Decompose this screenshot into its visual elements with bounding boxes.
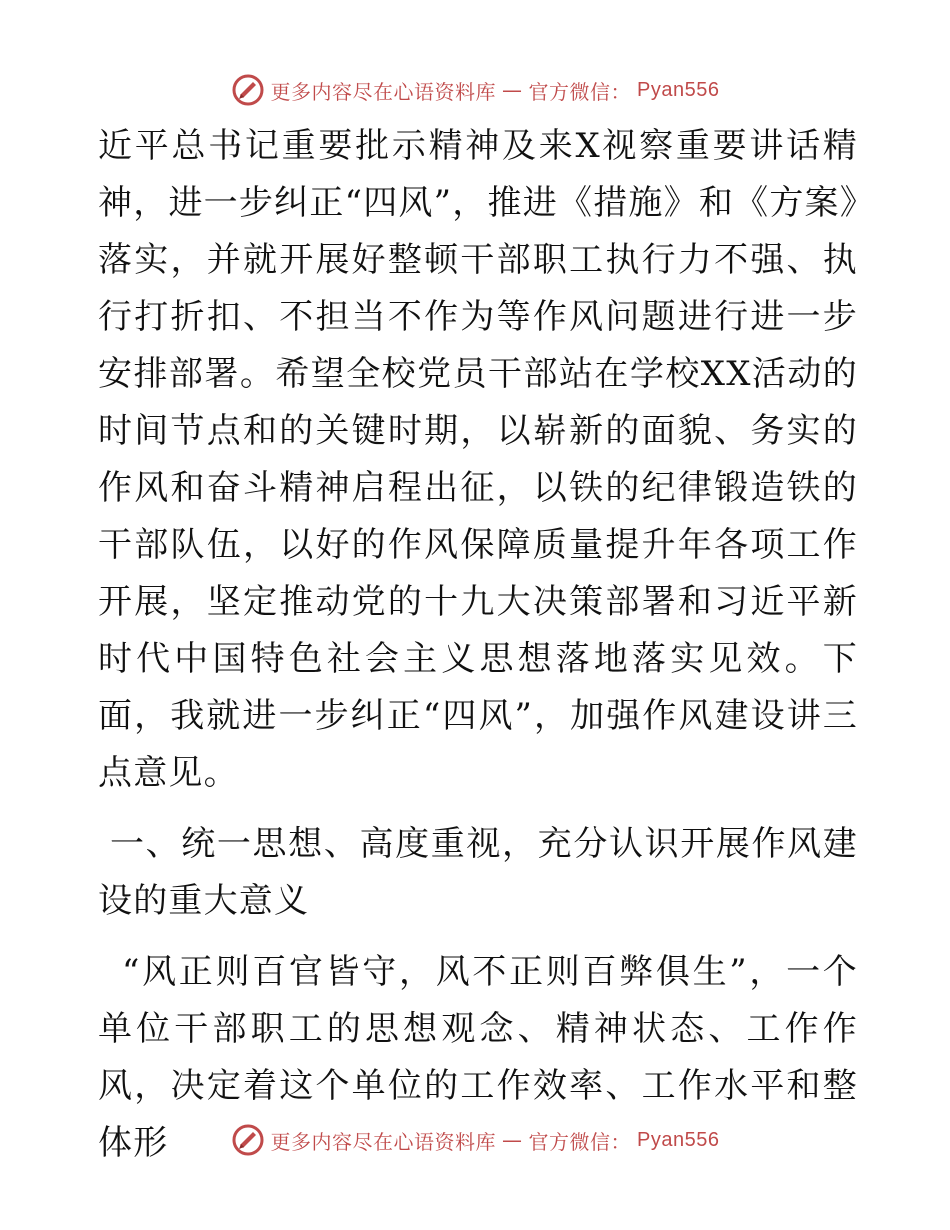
watermark-wechat-id: Pyan556	[637, 1128, 720, 1151]
document-body	[98, 118, 858, 1172]
section-1-paragraph: “风正则百官皆守，风不正则百弊俱生”，一个单位干部职工的思想观念、精神状态、工作作风，决定着这个单位的工作效率、工作水平和整体形	[98, 952, 858, 1163]
watermark-logo-icon	[231, 1123, 265, 1157]
watermark-wechat-label: 官方微信：	[528, 1129, 632, 1154]
watermark-wechat-label: 官方微信：	[528, 79, 632, 104]
watermark-logo-icon	[231, 73, 265, 107]
section-heading-1: 一、统一思想、高度重视，充分认识开展作风建设的重大意义	[98, 824, 858, 921]
intro-paragraph: 近平总书记重要批示精神及来X视察重要讲话精神，进一步纠正“四风”，推进《措施》和《方案》落实，并就开展好整顿干部职工执行力不强、执行打折扣、不担当不作为等作风问题进行进一步安排部署。希望全校党员干部站在学校XX活动的时间节点和的关键时期，以崭新的面貌、务实的作风和奋斗精神启程出征，以铁的纪律锻造铁的干部队伍，以好的作风保障质量提升年各项工作开展，坚定推动党的十九大决策部署和习近平新时代中国特色社会主义思想落地落实见效。下面，我就进一步纠正“四风”，加强作风建设讲三点意见。	[98, 126, 858, 793]
watermark-dash: —	[502, 1128, 523, 1152]
watermark-dash: —	[502, 78, 523, 102]
watermark-text: 更多内容尽在心语资料库	[270, 79, 497, 104]
watermark-header	[0, 68, 950, 112]
watermark-wechat-id: Pyan556	[637, 78, 720, 101]
watermark-text: 更多内容尽在心语资料库	[270, 1129, 497, 1154]
watermark-footer	[0, 1118, 950, 1162]
